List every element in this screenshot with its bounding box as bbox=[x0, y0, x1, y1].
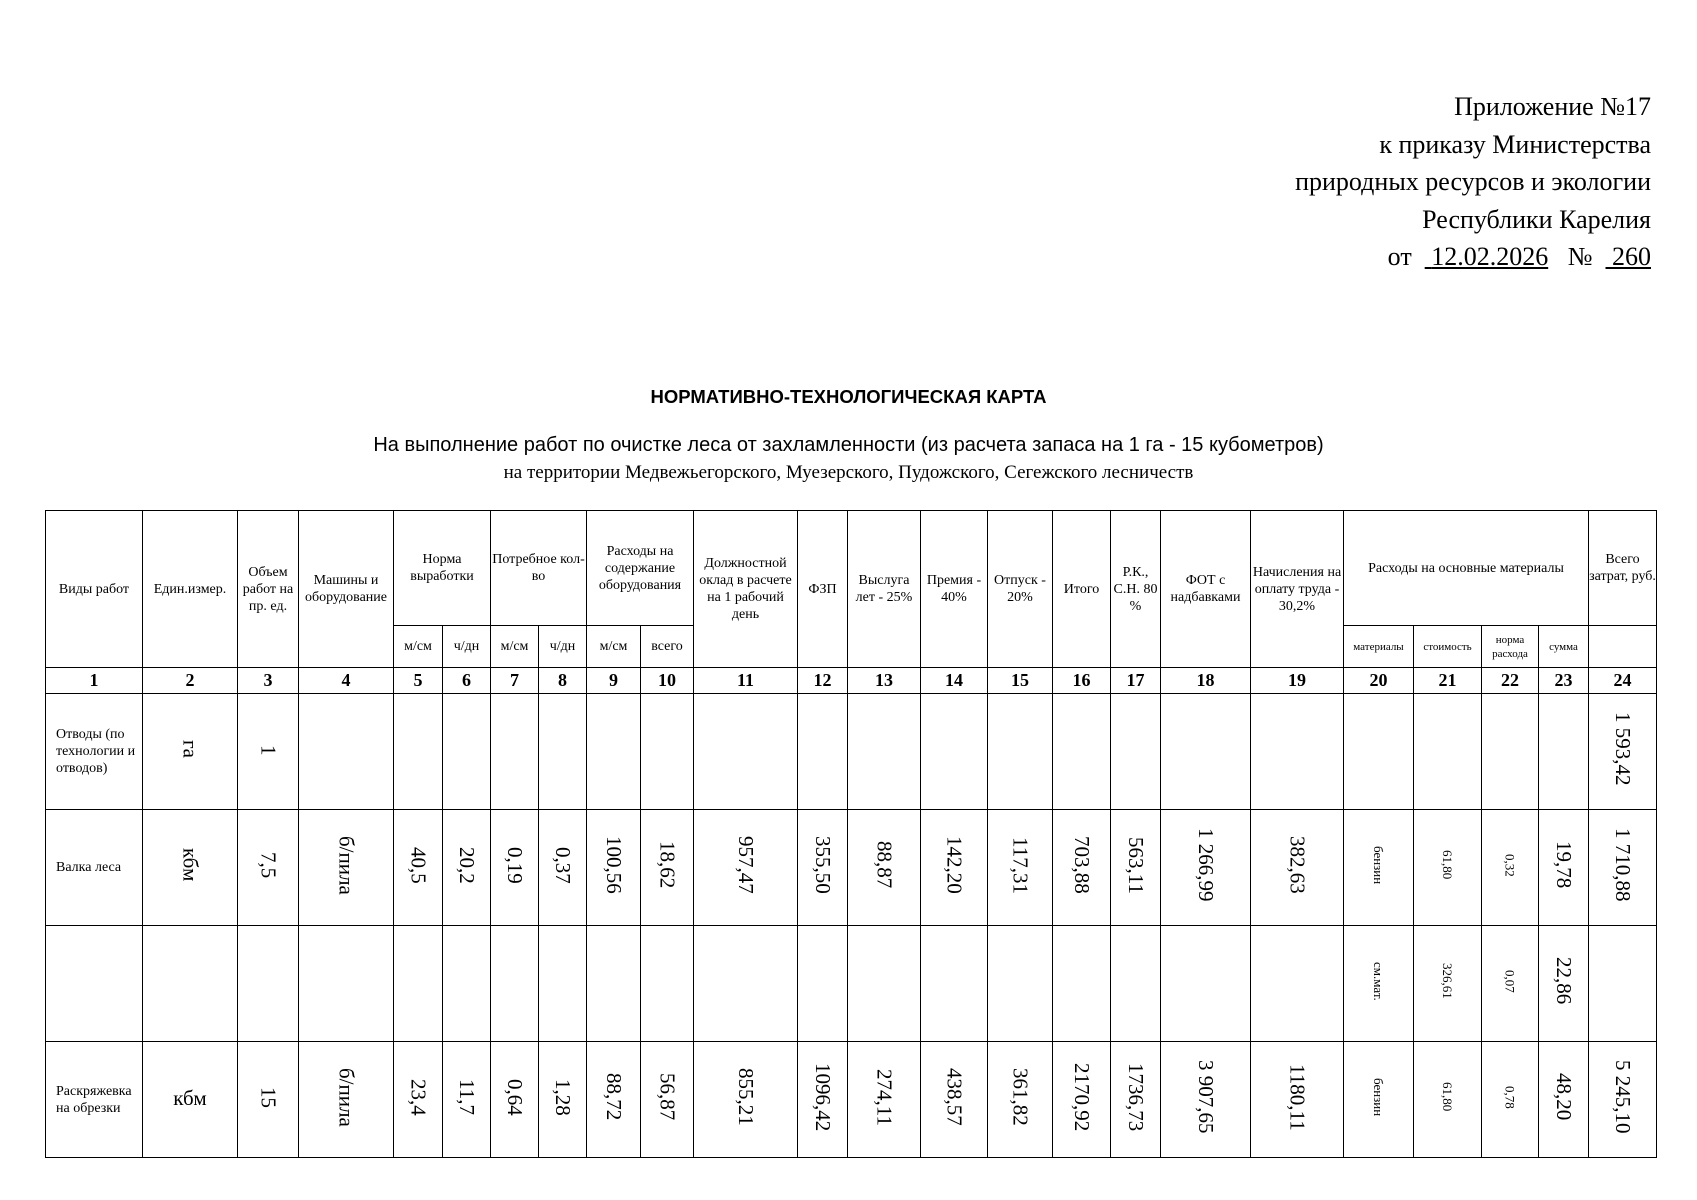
row-work-type bbox=[46, 926, 143, 1042]
cell-c5 bbox=[394, 810, 443, 926]
cell-c16 bbox=[1053, 810, 1111, 926]
cell-c23 bbox=[1539, 1042, 1589, 1158]
cell-value: 48,20 bbox=[1552, 1073, 1576, 1121]
cell-c8 bbox=[539, 926, 587, 1042]
cell-c9 bbox=[587, 694, 641, 810]
table-row bbox=[46, 694, 1657, 810]
cell-value: 88,72 bbox=[602, 1073, 626, 1121]
cell-c10 bbox=[641, 810, 694, 926]
row-work-type: Валка леса bbox=[46, 810, 143, 926]
col-number: 15 bbox=[988, 668, 1053, 694]
cell-c15 bbox=[988, 926, 1053, 1042]
cell-c13 bbox=[848, 810, 921, 926]
subheader-chd-8: ч/дн bbox=[539, 626, 587, 668]
cell-value: 11,7 bbox=[455, 1079, 479, 1115]
cell-vol bbox=[238, 694, 299, 810]
cell-vol bbox=[238, 810, 299, 926]
cell-value: 274,11 bbox=[872, 1068, 897, 1126]
cell-value: 1180,11 bbox=[1285, 1063, 1310, 1131]
cell-value: 5 245,10 bbox=[1611, 1060, 1635, 1134]
cell-c9 bbox=[587, 810, 641, 926]
row-work-type: Раскряжевка на обрезки bbox=[46, 1042, 143, 1158]
col-number: 9 bbox=[587, 668, 641, 694]
cell-value: 0,64 bbox=[503, 1078, 527, 1116]
cell-c15 bbox=[988, 694, 1053, 810]
cell-c14 bbox=[921, 926, 988, 1042]
cell-c23 bbox=[1539, 694, 1589, 810]
cell-value: 855,21 bbox=[734, 1068, 758, 1126]
cell-c17 bbox=[1111, 926, 1161, 1042]
col-number: 13 bbox=[848, 668, 921, 694]
header-potreb: Потребное кол-во bbox=[491, 511, 587, 626]
appendix-line4: Республики Карелия bbox=[1422, 204, 1651, 234]
table-row bbox=[46, 810, 1657, 926]
cell-c6 bbox=[443, 926, 491, 1042]
cell-c7 bbox=[491, 926, 539, 1042]
number-label: № bbox=[1567, 242, 1593, 271]
header-volume: Объем работ на пр. ед. bbox=[238, 511, 299, 668]
cell-value: 382,63 bbox=[1285, 836, 1310, 894]
cell-c19 bbox=[1251, 926, 1344, 1042]
cell-value: га bbox=[178, 740, 203, 758]
table-row bbox=[46, 1042, 1657, 1158]
cell-value: 15 bbox=[256, 1086, 281, 1108]
cell-c11 bbox=[694, 926, 798, 1042]
cell-value: 40,5 bbox=[406, 846, 431, 884]
cell-c12 bbox=[798, 926, 848, 1042]
cell-c8 bbox=[539, 1042, 587, 1158]
cell-c8 bbox=[539, 810, 587, 926]
col-number: 1 bbox=[46, 668, 143, 694]
cell-value: 3 907,65 bbox=[1194, 1060, 1218, 1134]
subheader-ms-5: м/см bbox=[394, 626, 443, 668]
cell-value: 19,78 bbox=[1552, 841, 1576, 889]
cell-c18 bbox=[1161, 926, 1251, 1042]
cell-c10 bbox=[641, 694, 694, 810]
cell-c6 bbox=[443, 1042, 491, 1158]
cell-c6 bbox=[443, 694, 491, 810]
appendix-date-line bbox=[1295, 238, 1651, 276]
cell-value: бензин bbox=[1371, 845, 1386, 885]
header-accruals: Начисления на оплату труда - 30,2% bbox=[1251, 511, 1344, 668]
cell-c8 bbox=[539, 694, 587, 810]
col-number: 17 bbox=[1111, 668, 1161, 694]
subheader-total-10: всего bbox=[641, 626, 694, 668]
cell-value: 0,37 bbox=[551, 846, 575, 884]
header-seniority: Выслуга лет - 25% bbox=[848, 511, 921, 668]
col-number: 23 bbox=[1539, 668, 1589, 694]
cell-value: 0,19 bbox=[503, 846, 527, 884]
cell-c14 bbox=[921, 810, 988, 926]
cell-value: 0,78 bbox=[1502, 1085, 1518, 1109]
cell-value: 1,28 bbox=[551, 1078, 575, 1116]
cell-c19 bbox=[1251, 694, 1344, 810]
cell-value: 22,86 bbox=[1552, 957, 1576, 1005]
cell-value: 326,61 bbox=[1440, 963, 1455, 999]
appendix-line2: к приказу Министерства bbox=[1379, 129, 1651, 159]
cell-unit bbox=[143, 810, 238, 926]
header-unit: Един.измер. bbox=[143, 511, 238, 668]
cell-c13 bbox=[848, 926, 921, 1042]
cell-value: 20,2 bbox=[455, 846, 479, 884]
cell-c5 bbox=[394, 694, 443, 810]
col-number: 10 bbox=[641, 668, 694, 694]
col-number: 24 bbox=[1589, 668, 1657, 694]
col-number: 3 bbox=[238, 668, 299, 694]
header-fzp: ФЗП bbox=[798, 511, 848, 668]
table-row bbox=[46, 926, 1657, 1042]
cell-value: 1736,73 bbox=[1124, 1062, 1148, 1132]
cell-c7 bbox=[491, 694, 539, 810]
col-number: 7 bbox=[491, 668, 539, 694]
order-date: 12.02.2026 bbox=[1431, 242, 1549, 271]
cell-value: 0,32 bbox=[1502, 853, 1518, 877]
cell-c23 bbox=[1539, 810, 1589, 926]
cell-value: 100,56 bbox=[602, 836, 626, 894]
cell-c20 bbox=[1344, 926, 1414, 1042]
order-number: 260 bbox=[1612, 242, 1651, 271]
header-equipment-costs: Расходы на содержание оборудования bbox=[587, 511, 694, 626]
col-number: 5 bbox=[394, 668, 443, 694]
cell-value: 1 593,42 bbox=[1611, 712, 1635, 786]
col-number: 18 bbox=[1161, 668, 1251, 694]
header-rk-sn: Р.К., С.Н. 80 % bbox=[1111, 511, 1161, 668]
cell-c20 bbox=[1344, 810, 1414, 926]
cell-c19 bbox=[1251, 810, 1344, 926]
cell-machine bbox=[299, 1042, 394, 1158]
cell-c13 bbox=[848, 694, 921, 810]
col-number: 14 bbox=[921, 668, 988, 694]
cell-value: 563,11 bbox=[1124, 836, 1148, 894]
cell-unit bbox=[143, 694, 238, 810]
cell-c5 bbox=[394, 926, 443, 1042]
col-number: 19 bbox=[1251, 668, 1344, 694]
cell-c23 bbox=[1539, 926, 1589, 1042]
cell-c17 bbox=[1111, 694, 1161, 810]
cell-c11 bbox=[694, 694, 798, 810]
cell-value: 2170,92 bbox=[1070, 1062, 1094, 1132]
cell-value: 142,20 bbox=[942, 836, 967, 894]
cell-value: б/пила bbox=[334, 835, 359, 895]
document-subtitle: На выполнение работ по очистке леса от захламленности (из расчета запаса на 1 га - 15 кубометров) bbox=[373, 434, 1324, 456]
header-total: Итого bbox=[1053, 511, 1111, 668]
cell-c18 bbox=[1161, 694, 1251, 810]
subheader-chd-6: ч/дн bbox=[443, 626, 491, 668]
cell-value: 355,50 bbox=[811, 836, 835, 894]
cell-c16 bbox=[1053, 926, 1111, 1042]
cell-unit bbox=[143, 1042, 238, 1158]
cell-value: см.мат. bbox=[1371, 961, 1386, 1001]
cell-c18 bbox=[1161, 810, 1251, 926]
cell-c15 bbox=[988, 810, 1053, 926]
cell-c13 bbox=[848, 1042, 921, 1158]
cell-machine bbox=[299, 926, 394, 1042]
subheader-ms-7: м/см bbox=[491, 626, 539, 668]
cell-c9 bbox=[587, 926, 641, 1042]
subheader-ms-9: м/см bbox=[587, 626, 641, 668]
cell-value: 703,88 bbox=[1070, 836, 1094, 894]
col-number: 22 bbox=[1482, 668, 1539, 694]
cell-value: 0,07 bbox=[1502, 969, 1518, 993]
appendix-block bbox=[1295, 88, 1651, 276]
cell-value: 23,4 bbox=[406, 1078, 431, 1116]
col-number: 21 bbox=[1414, 668, 1482, 694]
cell-c20 bbox=[1344, 1042, 1414, 1158]
cell-value: 117,31 bbox=[1008, 836, 1033, 894]
cell-c10 bbox=[641, 1042, 694, 1158]
cell-value: 88,87 bbox=[872, 841, 897, 889]
col-number: 4 bbox=[299, 668, 394, 694]
from-label: от bbox=[1387, 242, 1412, 271]
col-number: 11 bbox=[694, 668, 798, 694]
cell-machine bbox=[299, 694, 394, 810]
cell-c12 bbox=[798, 694, 848, 810]
subheader-cost: стоимость bbox=[1414, 626, 1482, 668]
cell-c14 bbox=[921, 1042, 988, 1158]
cell-value: б/пила bbox=[334, 1067, 359, 1127]
cell-c21 bbox=[1414, 694, 1482, 810]
cell-c16 bbox=[1053, 1042, 1111, 1158]
cell-value: кбм bbox=[173, 1085, 207, 1110]
cell-value: 1 266,99 bbox=[1194, 828, 1218, 902]
cell-value: 61,80 bbox=[1440, 1082, 1455, 1112]
cell-vol bbox=[238, 1042, 299, 1158]
cell-value: бензин bbox=[1371, 1077, 1386, 1117]
cell-c5 bbox=[394, 1042, 443, 1158]
cell-c12 bbox=[798, 1042, 848, 1158]
cell-value: 7,5 bbox=[256, 851, 281, 879]
header-norma: Норма выработки bbox=[394, 511, 491, 626]
cell-c9 bbox=[587, 1042, 641, 1158]
cell-c7 bbox=[491, 1042, 539, 1158]
cell-vol bbox=[238, 926, 299, 1042]
cell-value: 1 bbox=[256, 744, 281, 755]
col-number: 20 bbox=[1344, 668, 1414, 694]
cell-c12 bbox=[798, 810, 848, 926]
header-materials: Расходы на основные материалы bbox=[1344, 511, 1589, 626]
cell-value: кбм bbox=[178, 848, 203, 882]
row-work-type: Отводы (по технологии и отводов) bbox=[46, 694, 143, 810]
header-vacation: Отпуск - 20% bbox=[988, 511, 1053, 668]
cell-c21 bbox=[1414, 810, 1482, 926]
header-total-costs: Всего затрат, руб. bbox=[1589, 511, 1657, 626]
cell-c24 bbox=[1589, 1042, 1657, 1158]
cell-c15 bbox=[988, 1042, 1053, 1158]
cell-c22 bbox=[1482, 810, 1539, 926]
col-number: 2 bbox=[143, 668, 238, 694]
cell-value: 18,62 bbox=[655, 841, 680, 889]
header-work-types: Виды работ bbox=[46, 511, 143, 668]
subheader-norm: норма расхода bbox=[1482, 626, 1539, 668]
cell-c24 bbox=[1589, 926, 1657, 1042]
header-machines: Машины и оборудование bbox=[299, 511, 394, 668]
cell-c24 bbox=[1589, 810, 1657, 926]
cell-c21 bbox=[1414, 1042, 1482, 1158]
cell-c11 bbox=[694, 1042, 798, 1158]
header-fot: ФОТ с надбавками bbox=[1161, 511, 1251, 668]
col-number: 8 bbox=[539, 668, 587, 694]
cell-c6 bbox=[443, 810, 491, 926]
document-subtitle-territory: на территории Медвежьегорского, Муезерского, Пудожского, Сегежского лесничеств bbox=[503, 462, 1194, 483]
subheader-materials: материалы bbox=[1344, 626, 1414, 668]
cell-c14 bbox=[921, 694, 988, 810]
cell-c22 bbox=[1482, 1042, 1539, 1158]
cell-value: 1 710,88 bbox=[1611, 828, 1635, 902]
subheader-empty bbox=[1589, 626, 1657, 668]
cell-c21 bbox=[1414, 926, 1482, 1042]
cell-c20 bbox=[1344, 694, 1414, 810]
col-number: 6 bbox=[443, 668, 491, 694]
cell-value: 957,47 bbox=[734, 836, 758, 894]
cell-machine bbox=[299, 810, 394, 926]
header-bonus: Премия - 40% bbox=[921, 511, 988, 668]
cell-unit bbox=[143, 926, 238, 1042]
cell-c10 bbox=[641, 926, 694, 1042]
cell-c11 bbox=[694, 810, 798, 926]
subheader-sum: сумма bbox=[1539, 626, 1589, 668]
appendix-line1: Приложение №17 bbox=[1454, 92, 1651, 121]
header-salary: Должностной оклад в расчете на 1 рабочий день bbox=[694, 511, 798, 668]
col-number: 12 bbox=[798, 668, 848, 694]
cell-value: 1096,42 bbox=[811, 1062, 835, 1132]
cell-c19 bbox=[1251, 1042, 1344, 1158]
cell-value: 361,82 bbox=[1008, 1068, 1033, 1126]
cell-c18 bbox=[1161, 1042, 1251, 1158]
cell-c17 bbox=[1111, 810, 1161, 926]
cell-c7 bbox=[491, 810, 539, 926]
cell-value: 438,57 bbox=[942, 1068, 967, 1126]
cell-c16 bbox=[1053, 694, 1111, 810]
norm-tech-table bbox=[45, 510, 1657, 1158]
appendix-line3: природных ресурсов и экологии bbox=[1295, 167, 1651, 196]
cell-value: 56,87 bbox=[655, 1073, 680, 1121]
cell-c24 bbox=[1589, 694, 1657, 810]
col-number: 16 bbox=[1053, 668, 1111, 694]
cell-c22 bbox=[1482, 694, 1539, 810]
document-title: НОРМАТИВНО-ТЕХНОЛОГИЧЕСКАЯ КАРТА bbox=[650, 386, 1047, 407]
cell-c22 bbox=[1482, 926, 1539, 1042]
cell-value: 61,80 bbox=[1440, 850, 1455, 880]
cell-c17 bbox=[1111, 1042, 1161, 1158]
